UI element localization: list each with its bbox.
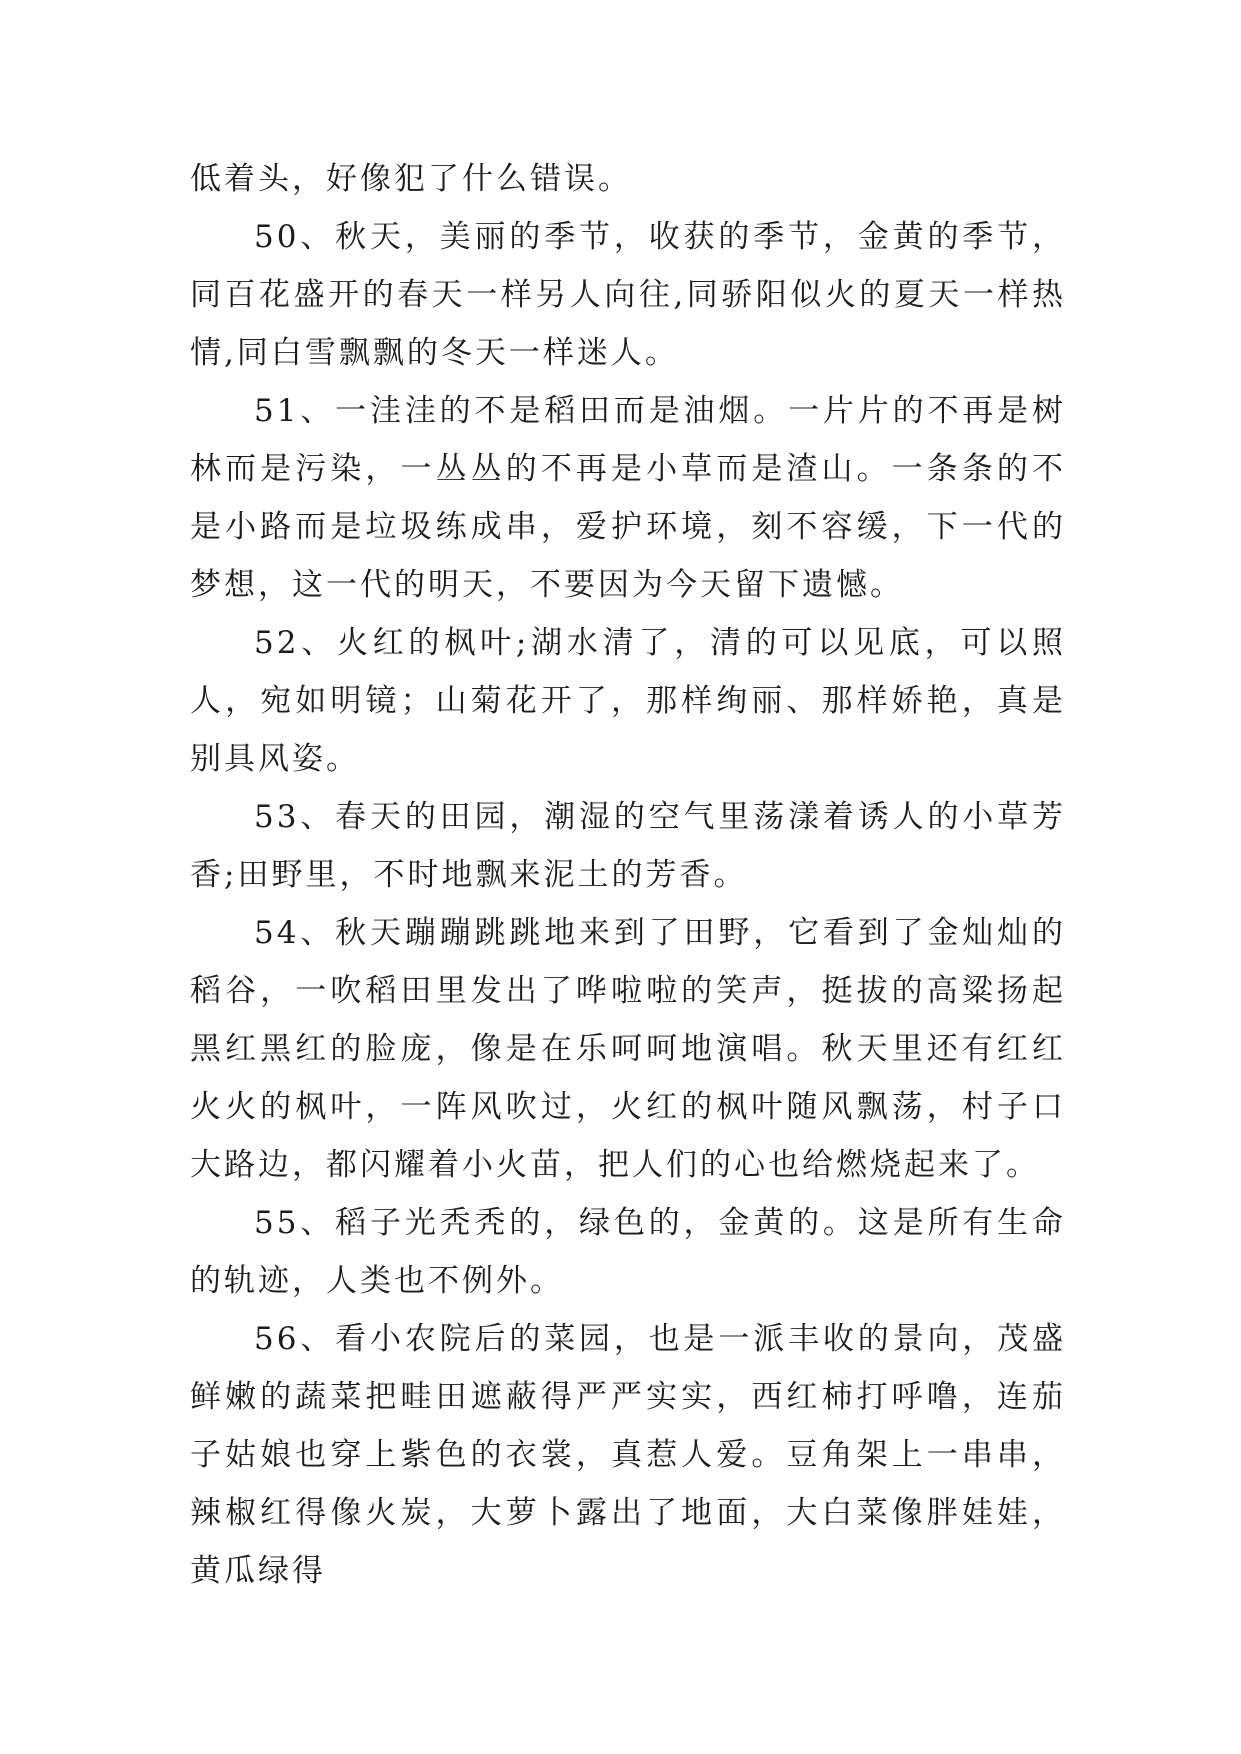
paragraph-continuation: 低着头，好像犯了什么错误。 [190,161,632,197]
paragraph-53: 53、春天的田园，潮湿的空气里荡漾着诱人的小草芳香;田野里，不时地飘来泥土的芳香。 [190,799,1066,893]
document-page [190,150,1066,1600]
paragraph-52: 52、火红的枫叶;湖水清了，清的可以见底，可以照人，宛如明镜；山菊花开了，那样绚丽、那样娇艳，真是别具风姿。 [190,625,1066,777]
paragraph-55: 55、稻子光秃秃的，绿色的，金黄的。这是所有生命的轨迹，人类也不例外。 [190,1205,1066,1299]
paragraph-51: 51、一洼洼的不是稻田而是油烟。一片片的不再是树林而是污染，一丛丛的不再是小草而是渣山。一条条的不是小路而是垃圾练成串，爱护环境，刻不容缓，下一代的梦想，这一代的明天，不要因为今天留下遗憾。 [190,393,1066,603]
paragraph-50: 50、秋天，美丽的季节，收获的季节，金黄的季节，同百花盛开的春天一样另人向往,同骄阳似火的夏天一样热情,同白雪飘飘的冬天一样迷人。 [190,219,1066,371]
paragraph-54: 54、秋天蹦蹦跳跳地来到了田野，它看到了金灿灿的稻谷，一吹稻田里发出了哗啦啦的笑声，挺拔的高粱扬起黑红黑红的脸庞，像是在乐呵呵地演唱。秋天里还有红红火火的枫叶，一阵风吹过，火红的枫叶随风飘荡，村子口大路边，都闪耀着小火苗，把人们的心也给燃烧起来了。 [190,915,1066,1183]
paragraph-56: 56、看小农院后的菜园，也是一派丰收的景向，茂盛鲜嫩的蔬菜把畦田遮蔽得严严实实，西红柿打呼噜，连茄子姑娘也穿上紫色的衣裳，真惹人爱。豆角架上一串串，辣椒红得像火炭，大萝卜露出了地面，大白菜像胖娃娃，黄瓜绿得 [190,1321,1066,1589]
